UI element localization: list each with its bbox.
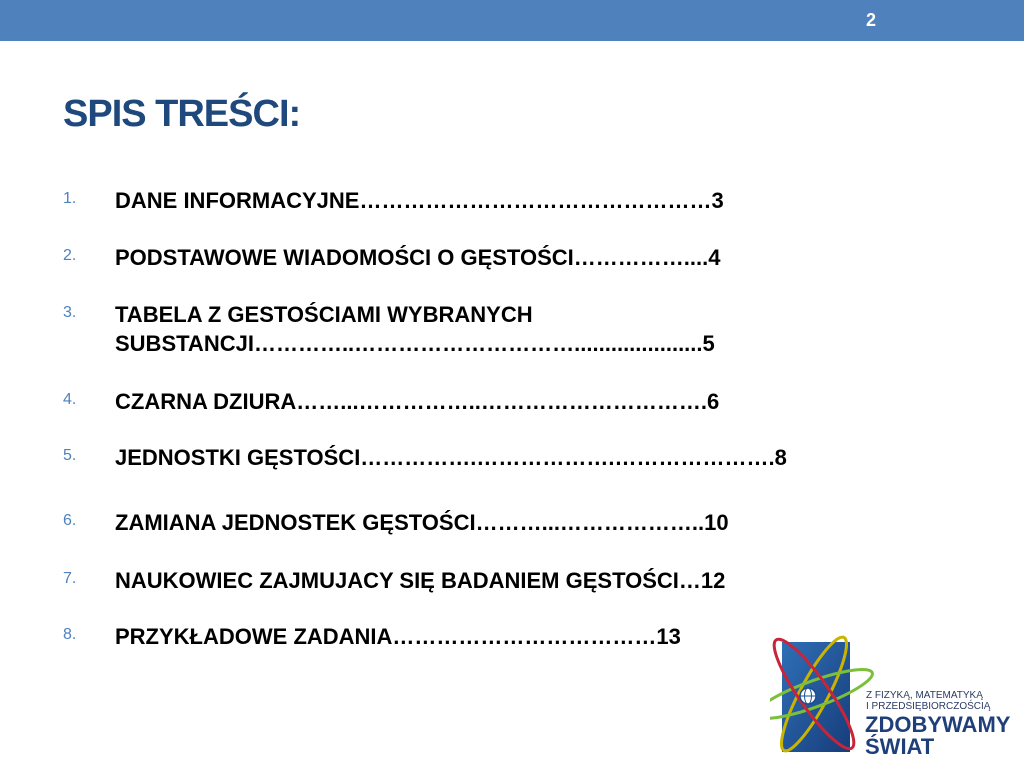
toc-label: PRZYKŁADOWE ZADANIA………………………………13: [115, 624, 681, 649]
logo-tagline-1: Z FIZYKĄ, MATEMATYKĄ: [866, 690, 983, 701]
toc-number: 8.: [63, 626, 77, 643]
project-logo: [770, 622, 1024, 768]
toc-number: 3.: [63, 304, 77, 321]
toc-label: JEDNOSTKI GĘSTOŚCI…………….……………….………………….8: [115, 445, 787, 470]
toc-number: 4.: [63, 391, 77, 408]
top-bar: [0, 0, 1024, 41]
logo-tagline-2: I PRZEDSIĘBIORCZOŚCIĄ: [866, 701, 991, 712]
page-title: SPIS TREŚCI:: [63, 93, 301, 135]
logo-name-1: ZDOBYWAMY: [865, 712, 1011, 737]
toc-number: 2.: [63, 247, 77, 264]
toc-number: 7.: [63, 570, 77, 587]
toc-label-continued: SUBSTANCJI…………..………………………….....................5: [115, 331, 715, 356]
page-number: 2: [865, 10, 876, 30]
toc-label: ZAMIANA JEDNOSTEK GĘSTOŚCI………...………………..10: [115, 510, 729, 535]
toc-label: DANE INFORMACYJNE…………………………………………3: [115, 188, 724, 213]
toc-label: NAUKOWIEC ZAJMUJACY SIĘ BADANIEM GĘSTOŚCI…12: [115, 568, 726, 593]
toc-number: 6.: [63, 512, 77, 529]
toc-label: CZARNA DZIURA……...……………..………………………….6: [115, 389, 720, 414]
logo-name-2: ŚWIAT: [865, 734, 935, 759]
toc-number: 1.: [63, 190, 77, 207]
globe-icon: [800, 688, 816, 704]
toc-label: PODSTAWOWE WIADOMOŚCI O GĘSTOŚCI……………....4: [115, 245, 721, 270]
toc-label: TABELA Z GESTOŚCIAMI WYBRANYCH: [115, 302, 533, 327]
toc-number: 5.: [63, 447, 77, 464]
